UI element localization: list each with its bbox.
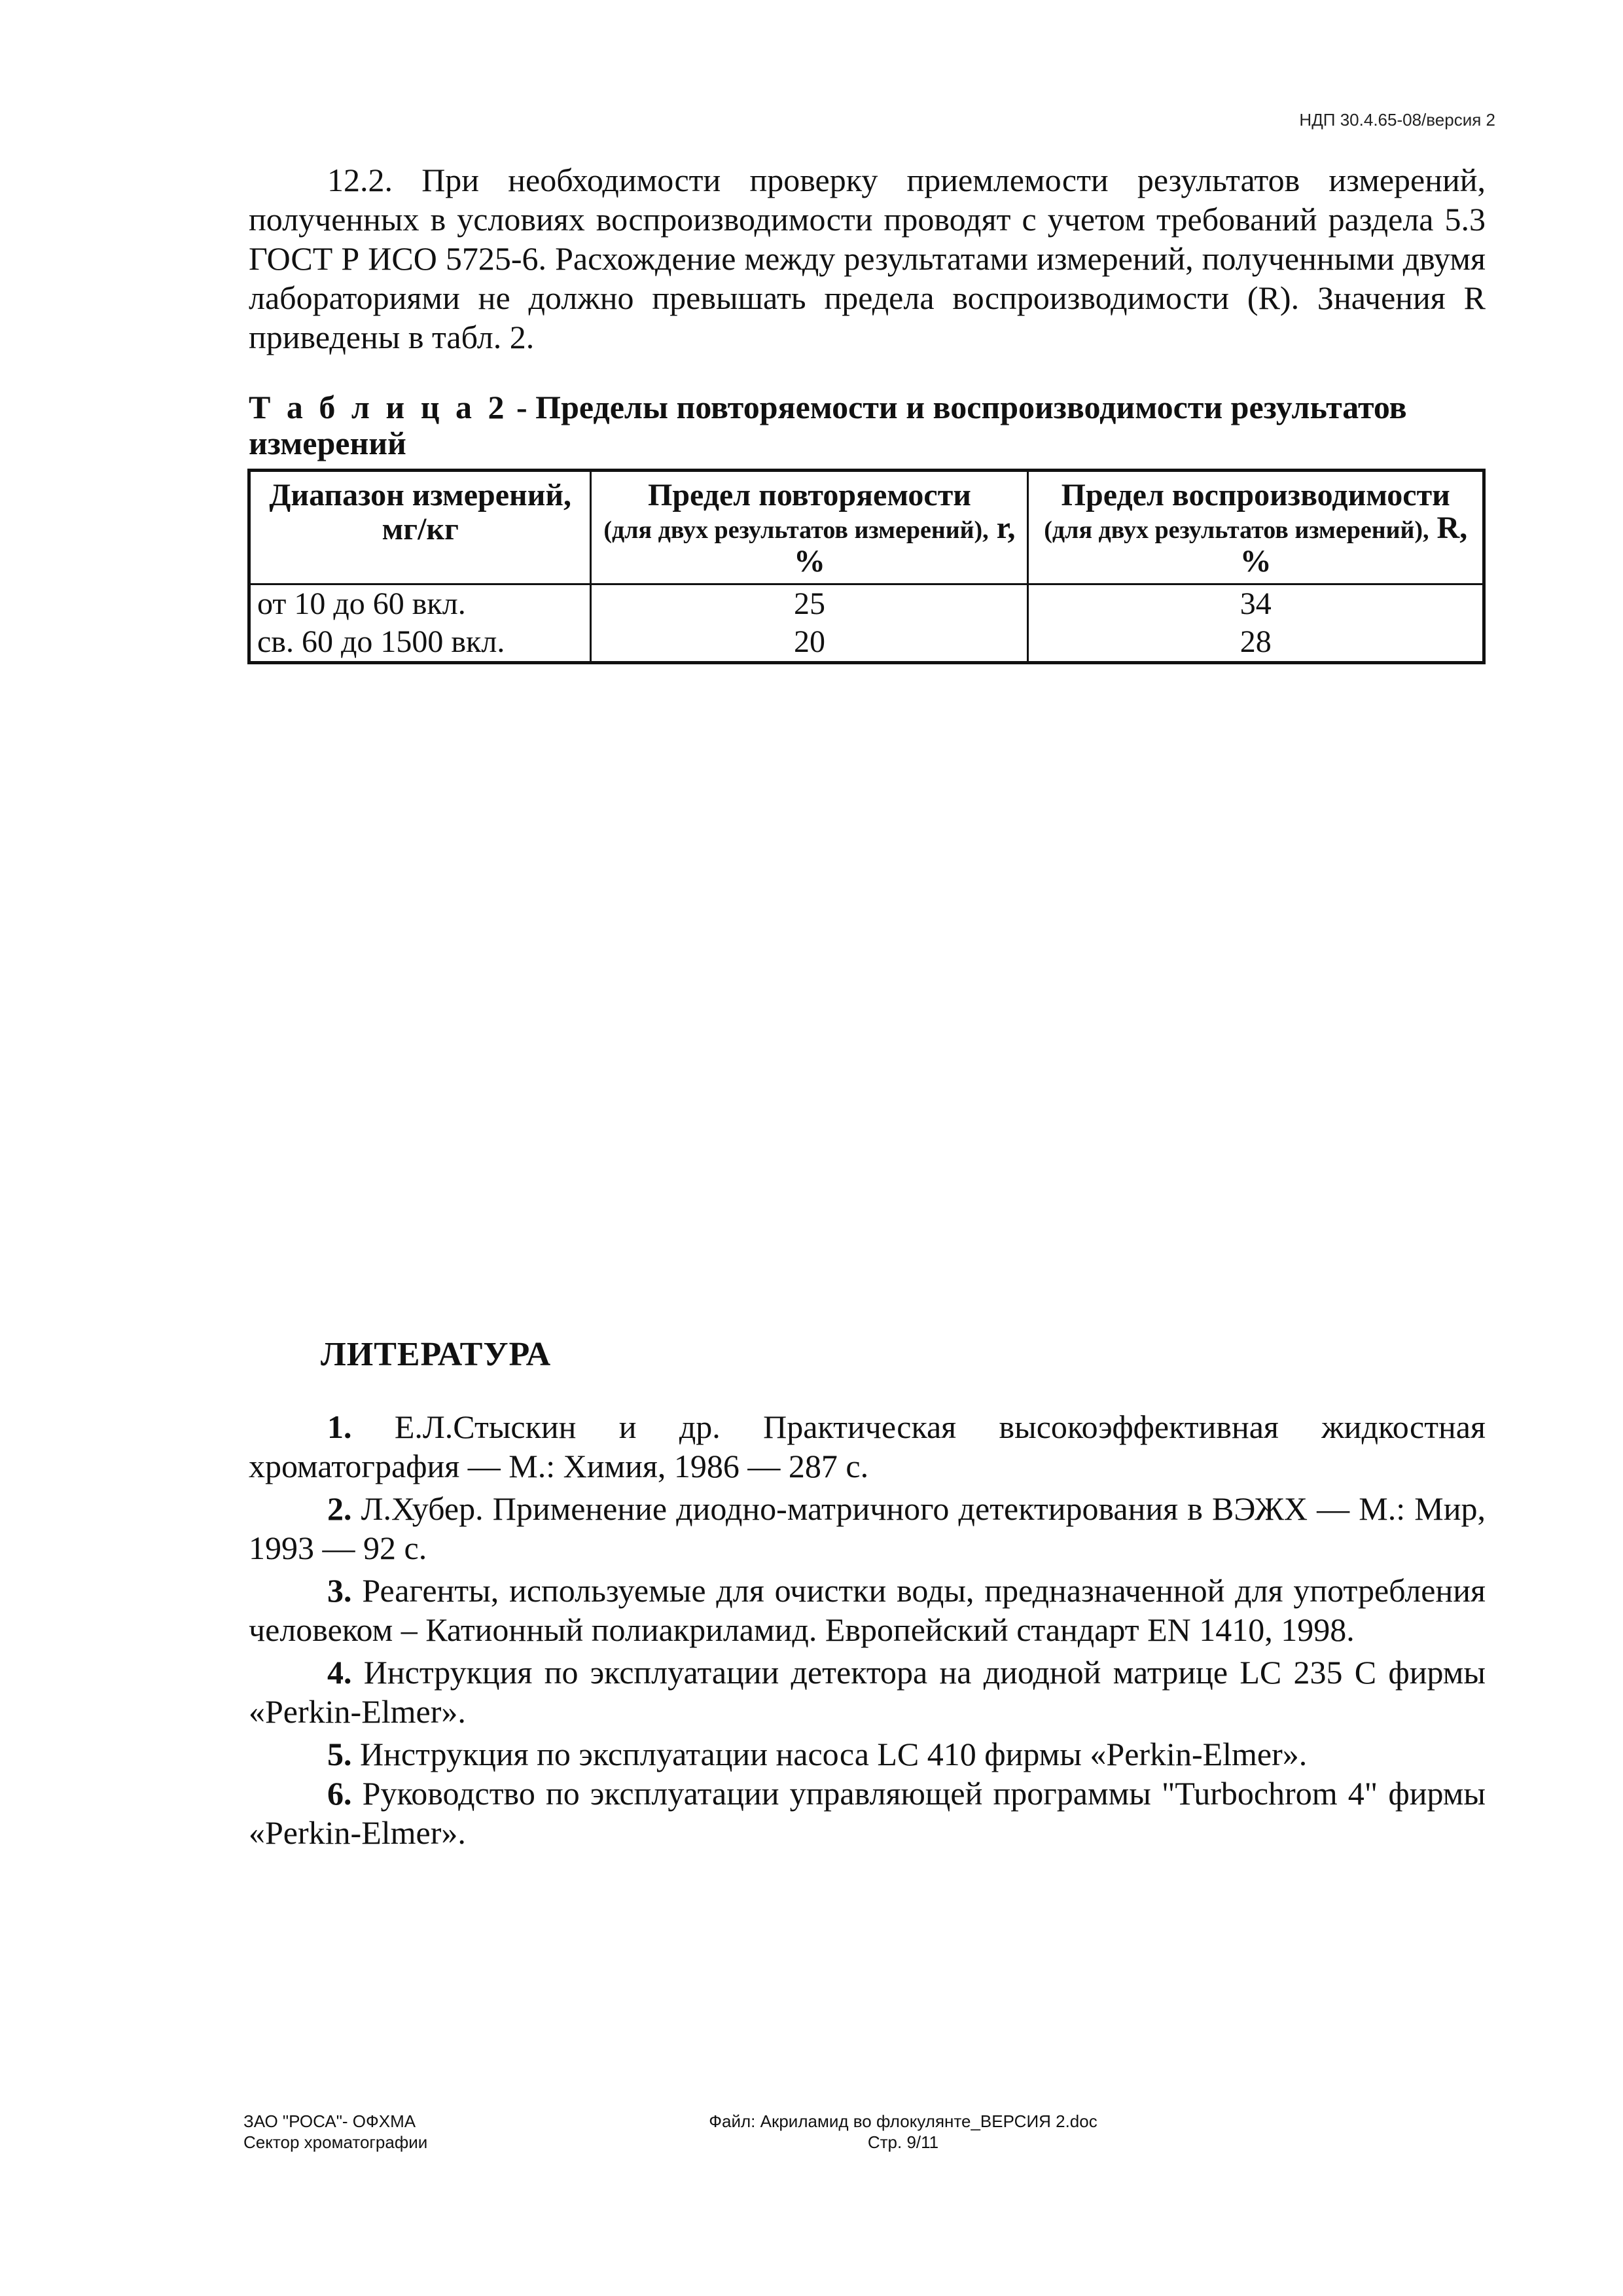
section-12-2-paragraph <box>249 160 1486 357</box>
literature-item: 5. Инструкция по эксплуатации насоса LC 410 фирмы «Perkin-Elmer». <box>327 1736 1308 1772</box>
literature-item: 2. Л.Хубер. Применение диодно-матричного детектирования в ВЭЖХ — М.: Мир, 1993 — 92 с. <box>249 1490 1486 1566</box>
footer-page-number: Стр. 9/11 <box>867 2132 939 2152</box>
limits-table <box>247 469 1486 664</box>
table-row <box>249 623 1484 663</box>
literature-item: 3. Реагенты, используемые для очистки воды, предназначенной для употребления человеком – Катионный полиакриламид. Европейский стандарт EN 1410, 1998. <box>249 1572 1486 1648</box>
section-12-2-text: 12.2. При необходимости проверку приемлемости результатов измерений, полученных в условиях воспроизводимости проводят с учетом требований раздела 5.3 ГОСТ Р ИСО 5725-6. Расхождение между результатами измерений, полученными двумя лабораториями не должно превышать предела воспроизводимости (R). Значения R приведены в табл. 2. <box>249 162 1486 355</box>
footer-organization <box>243 2111 427 2153</box>
header-repeatability: Предел повторяемости (для двух результатов измерений), r, % <box>591 471 1028 584</box>
literature-item: 6. Руководство по эксплуатации управляющей программы "Turbochrom 4" фирмы «Perkin-Elmer». <box>249 1775 1486 1851</box>
table-2-label: Т а б л и ц а 2 <box>249 389 508 425</box>
table-2-title: - Пределы повторяемости и воспроизводимости результатов измерений <box>249 389 1407 461</box>
footer-org-name: ЗАО "РОСА"- ОФХМА <box>243 2111 416 2131</box>
literature-item: 1. Е.Л.Стыскин и др. Практическая высокоэффективная жидкостная хроматография — М.: Химия, 1986 — 287 с. <box>249 1408 1486 1484</box>
header-range: Диапазон измерений, мг/кг <box>249 471 591 584</box>
footer-dept: Сектор хроматографии <box>243 2132 428 2152</box>
header-reproducibility: Предел воспроизводимости (для двух результатов измерений), R, % <box>1028 471 1484 584</box>
cell-repeatability: 25 <box>591 584 1028 624</box>
table-row <box>249 584 1484 624</box>
cell-reproducibility: 28 <box>1028 623 1484 663</box>
table-header-row <box>249 471 1484 584</box>
cell-repeatability: 20 <box>591 623 1028 663</box>
document-code: НДП 30.4.65-08/версия 2 <box>1299 110 1495 130</box>
cell-reproducibility: 34 <box>1028 584 1484 624</box>
footer-file-info <box>700 2111 1106 2153</box>
literature-heading: ЛИТЕРАТУРА <box>321 1336 552 1373</box>
cell-range: св. 60 до 1500 вкл. <box>249 623 591 663</box>
cell-range: от 10 до 60 вкл. <box>249 584 591 624</box>
table-2-caption <box>249 389 1492 461</box>
footer-file-name: Файл: Акриламид во флокулянте_ВЕРСИЯ 2.doc <box>709 2111 1097 2131</box>
literature-item: 4. Инструкция по эксплуатации детектора на диодной матрице LC 235 C фирмы «Perkin-Elmer». <box>249 1654 1486 1730</box>
